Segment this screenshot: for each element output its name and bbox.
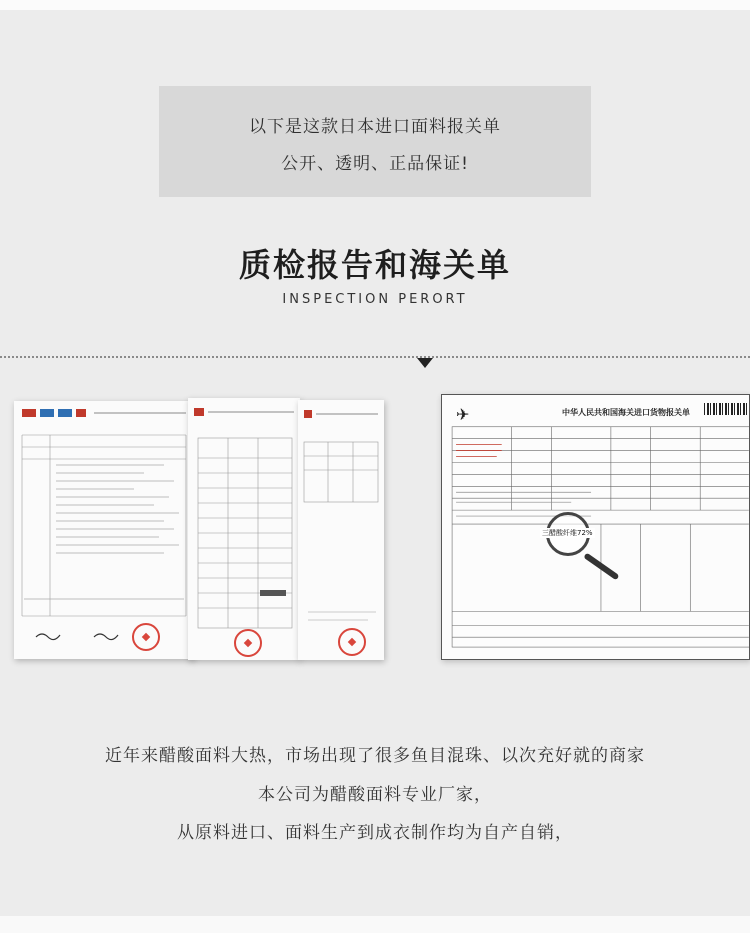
- body-text-line-3: 从原料进口、面料生产到成衣制作均为自产自销，: [177, 823, 573, 843]
- intro-box: [159, 86, 591, 197]
- inspection-report-1: [14, 401, 194, 659]
- dotted-divider: [0, 356, 750, 358]
- red-seal-icon: [234, 629, 262, 657]
- customs-declaration: [441, 394, 750, 660]
- red-seal-icon: [338, 628, 366, 656]
- red-seal-icon: [132, 623, 160, 651]
- report-3-content: [298, 400, 384, 660]
- top-strip: [0, 0, 750, 10]
- tools-icon: ✈: [456, 405, 470, 424]
- intro-line-2: 公开、透明、正品保证!: [281, 154, 469, 174]
- report-1-content: [14, 401, 194, 659]
- section-title: 质检报告和海关单: [238, 246, 511, 284]
- customs-form-grid: [442, 395, 749, 659]
- body-text-line-1: 近年来醋酸面料大热，市场出现了很多鱼目混珠、以次充好就的商家: [105, 746, 645, 766]
- magnified-composition-text: 三醋酸纤维72%: [542, 529, 593, 537]
- inspection-report-3: [298, 400, 384, 660]
- body-text-line-2: 本公司为醋酸面料专业厂家，: [258, 785, 492, 805]
- down-arrow-icon: [417, 358, 433, 368]
- inspection-report-2: [188, 398, 300, 660]
- intro-line-1: 以下是这款日本进口面料报关单: [249, 117, 501, 137]
- bottom-strip: [0, 916, 750, 933]
- section-subtitle: INSPECTION PERORT: [282, 292, 468, 307]
- report-2-content: [188, 398, 300, 660]
- customs-title: 中华人民共和国海关进口货物报关单: [562, 408, 690, 417]
